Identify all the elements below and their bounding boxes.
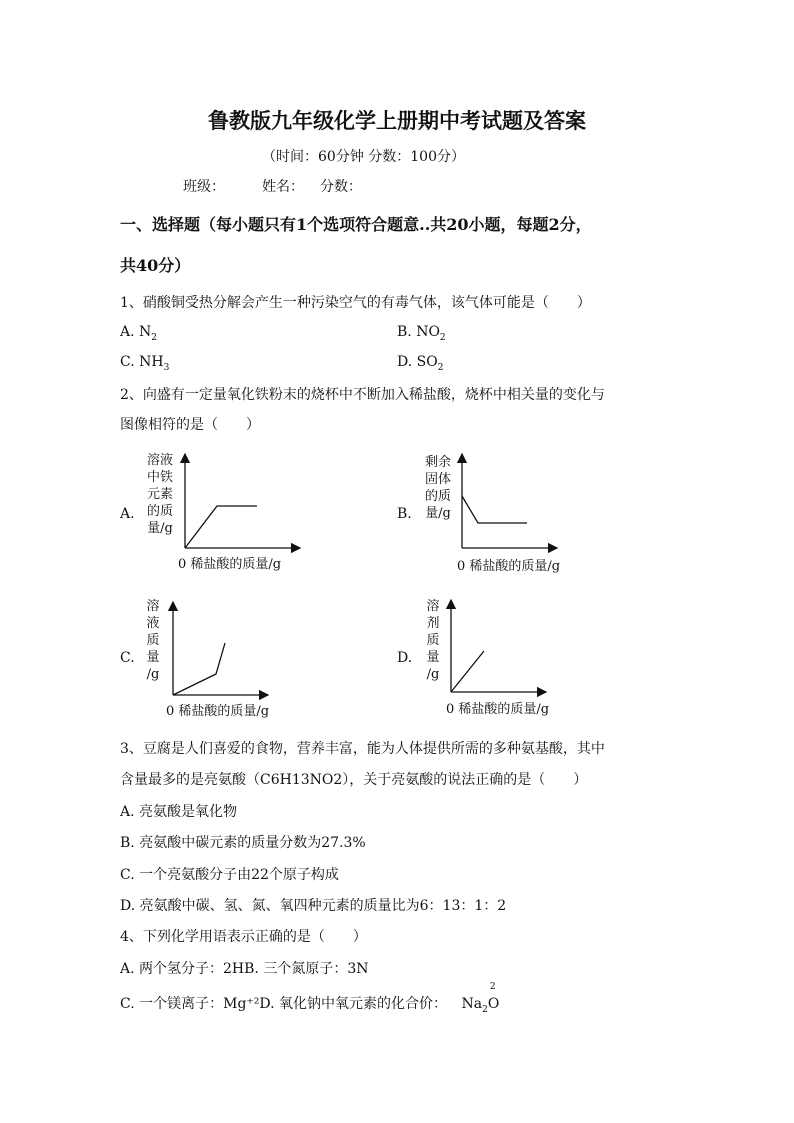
graph-d-xlabel: 0 稀盐酸的质量/g xyxy=(446,702,550,717)
graph-a-ylabel: 溶液 中铁 元素 的质 量/g xyxy=(146,453,173,536)
graph-d-curve xyxy=(451,651,484,692)
q1-option-a: A. $N_2$ xyxy=(120,324,157,343)
graph-a-plot xyxy=(175,448,305,553)
graph-d-ylabel: 溶 剂 质 量 /g xyxy=(426,599,440,682)
graph-c-curve xyxy=(173,643,225,695)
graph-b-curve xyxy=(462,496,527,523)
subtitle: （时间：60分钟 分数：100分） xyxy=(262,149,465,165)
graph-a-xlabel: 0 稀盐酸的质量/g xyxy=(178,557,282,572)
q1-option-d: D. $SO_2$ xyxy=(397,354,444,373)
q3-option-c: C. 一个亮氨酸分子由22个原子构成 xyxy=(120,867,339,883)
q3-stem-line1: 3、豆腐是人们喜爱的食物，营养丰富，能为人体提供所需的多种氨基酸，其中 xyxy=(120,741,605,757)
q1-option-c: C. $NH_3$ xyxy=(120,354,170,373)
q4-stem: 4、下列化学用语表示正确的是（ ） xyxy=(120,929,367,945)
score-field: 分数： xyxy=(320,179,362,195)
graph-b-plot xyxy=(452,448,562,553)
q3-option-b: B. 亮氨酸中碳元素的质量分数为27.3% xyxy=(120,835,366,851)
q2-stem-line1: 2、向盛有一定量氧化铁粉末的烧杯中不断加入稀盐酸，烧杯中相关量的变化与 xyxy=(120,387,605,403)
page-title: 鲁教版九年级化学上册期中考试题及答案 xyxy=(208,108,586,133)
graph-c-ylabel: 溶 液 质 量 /g xyxy=(146,599,160,682)
graph-a-curve xyxy=(185,506,257,548)
q3-option-d: D. 亮氨酸中碳、氢、氮、氧四种元素的质量比为6：13：1：2 xyxy=(120,898,507,914)
q1-stem: 1、硝酸铜受热分解会产生一种污染空气的有毒气体，该气体可能是（ ） xyxy=(120,295,591,311)
section-heading-line2: 共40分） xyxy=(120,256,191,275)
q2-stem-line2: 图像相符的是（ ） xyxy=(120,417,260,433)
graph-b-option: B. xyxy=(397,506,412,522)
graph-d-option: D. xyxy=(397,650,413,666)
graph-c-xlabel: 0 稀盐酸的质量/g xyxy=(166,704,270,719)
q3-option-a: A. 亮氨酸是氧化物 xyxy=(120,804,238,820)
graph-c-plot xyxy=(163,596,273,700)
q3-stem-line2: 含量最多的是亮氨酸（C6H13NO2），关于亮氨酸的说法正确的是（ ） xyxy=(120,772,588,788)
sodium-oxide-formula: $Na_2$ 2 O xyxy=(461,982,500,1015)
graph-b-xlabel: 0 稀盐酸的质量/g xyxy=(457,559,561,574)
graph-c-option: C. xyxy=(120,650,135,666)
graph-a-option: A. xyxy=(120,506,135,522)
graph-b-ylabel: 剩余 固体 的质 量/g xyxy=(424,455,451,521)
name-field: 姓名： xyxy=(262,179,304,195)
q4-options-cd: C. 一个镁离子：Mg⁺²D. 氧化钠中氧元素的化合价： $Na_2$ 2 O xyxy=(120,982,500,1015)
class-field: 班级： xyxy=(183,179,225,195)
q4-options-ab: A. 两个氢分子：2HB. 三个氮原子：3N xyxy=(120,961,369,977)
graph-d-plot xyxy=(441,594,551,698)
q1-option-b: B. $NO_2$ xyxy=(397,324,446,343)
section-heading-line1: 一、选择题（每小题只有1个选项符合题意..共20小题，每题2分， xyxy=(120,215,592,234)
